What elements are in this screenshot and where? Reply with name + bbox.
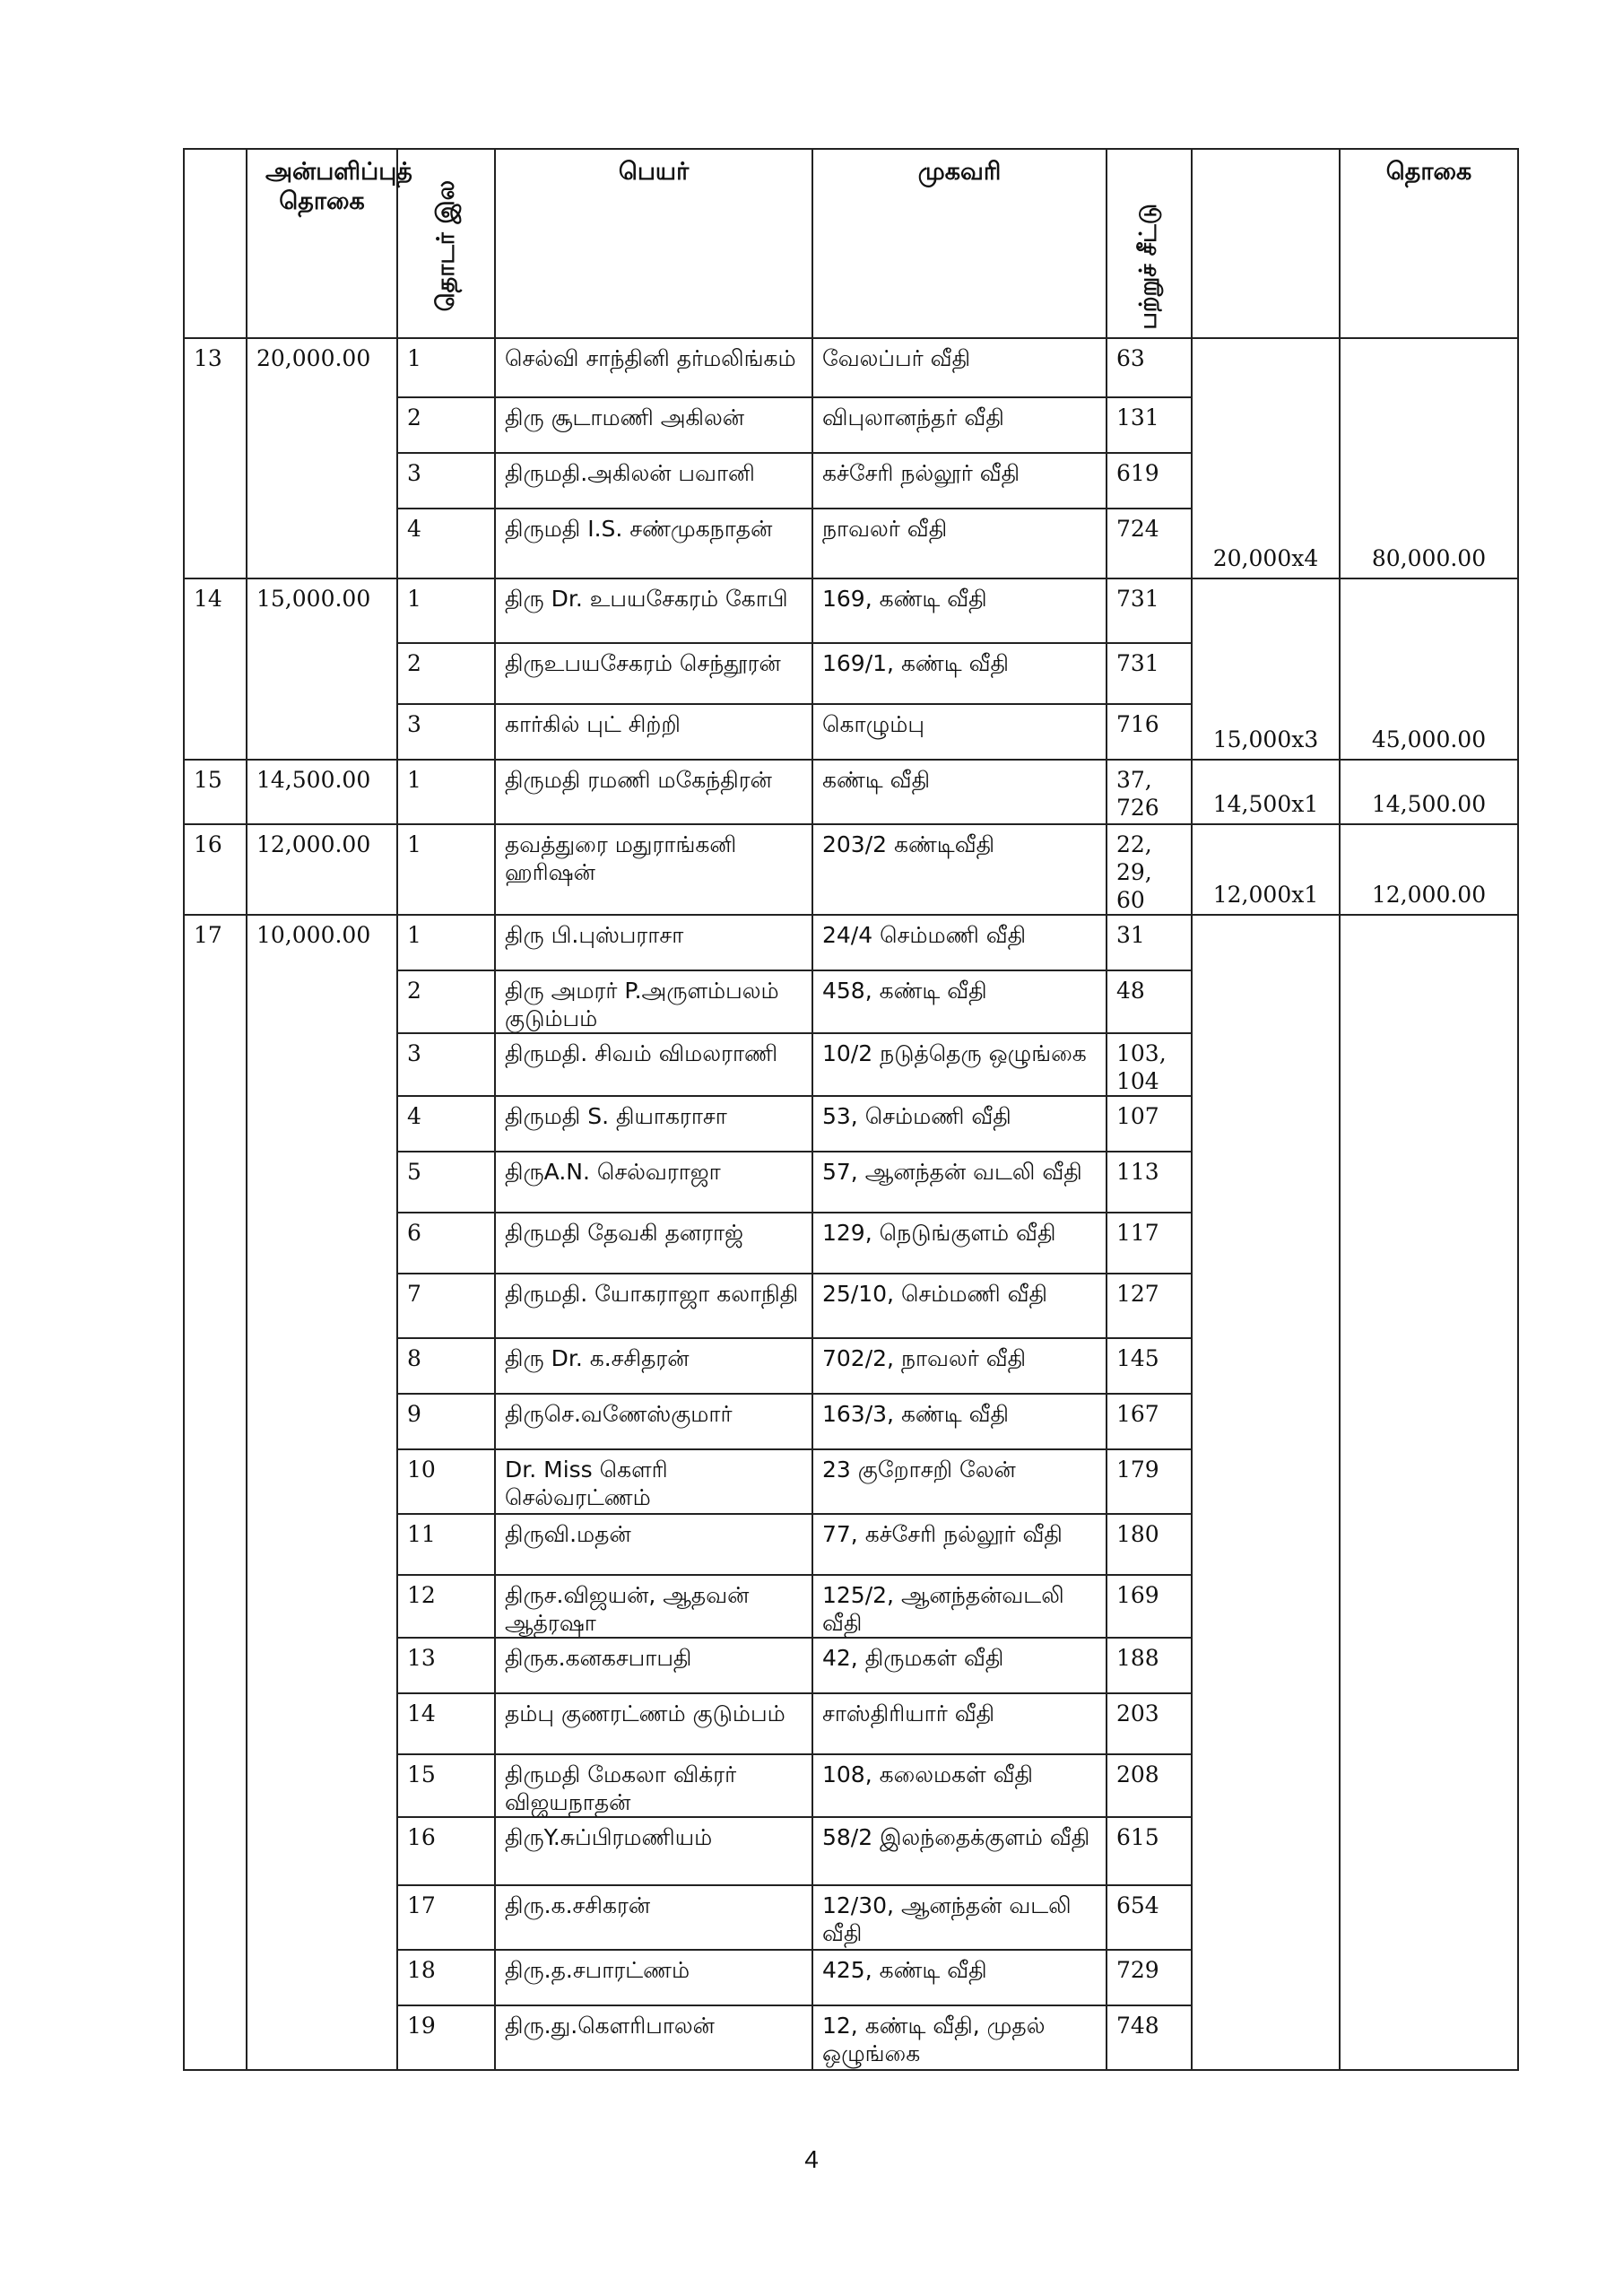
donor-name: தவத்துரை மதுராங்கனி ஹரிஷன் [495,824,812,915]
donor-address: 108, கலைமகள் வீதி [812,1754,1107,1817]
serial-number: 9 [397,1394,495,1449]
serial-number: 18 [397,1950,495,2005]
calculation: 20,000x4 [1192,338,1340,578]
table-body [184,338,1518,2070]
donor-name: திரு பி.புஸ்பராசா [495,915,812,970]
donor-address: வேலப்பர் வீதி [812,338,1107,397]
receipt-number: 729 [1107,1950,1192,2005]
donor-address: 163/3, கண்டி வீதி [812,1394,1107,1449]
group-total: 45,000.00 [1340,578,1518,760]
donor-name: திரு அமரர் P.அருளம்பலம் குடும்பம் [495,970,812,1033]
donor-name: திரு Dr. உபயசேகரம் கோபி [495,578,812,643]
receipt-number: 179 [1107,1449,1192,1514]
donor-address: 77, கச்சேரி நல்லூர் வீதி [812,1514,1107,1575]
receipt-number: 48 [1107,970,1192,1033]
donor-name: கார்கில் புட் சிற்றி [495,704,812,760]
table-row [184,338,1518,397]
donor-address: 58/2 இலந்தைக்குளம் வீதி [812,1817,1107,1885]
header-total: தொகை [1340,149,1518,338]
page-number: 4 [804,2145,819,2173]
donor-address: 425, கண்டி வீதி [812,1950,1107,2005]
group-total [1340,915,1518,2070]
donor-address: கண்டி வீதி [812,760,1107,824]
header-calc [1192,149,1340,338]
donor-name: திரு.க.சசிகரன் [495,1885,812,1950]
donor-name: திருமதி. யோகராஜா கலாநிதி [495,1274,812,1338]
donation-amount: 14,500.00 [247,760,397,824]
donor-name: திருசெ.வணேஸ்குமார் [495,1394,812,1449]
serial-number: 16 [397,1817,495,1885]
serial-number: 3 [397,704,495,760]
table-header-row [184,149,1518,338]
serial-number: 14 [397,1693,495,1754]
serial-number: 1 [397,578,495,643]
serial-number: 4 [397,509,495,578]
header-group-no [184,149,247,338]
donor-name: திருமதி S. தியாகராசா [495,1096,812,1152]
serial-number: 8 [397,1338,495,1394]
donor-address: 24/4 செம்மணி வீதி [812,915,1107,970]
receipt-number: 203 [1107,1693,1192,1754]
donor-address: 129, நெடுங்குளம் வீதி [812,1213,1107,1274]
donor-name: திரு.து.கௌரிபாலன் [495,2005,812,2070]
donor-name: திரு.த.சபாரட்ணம் [495,1950,812,2005]
donor-name: திருமதி.அகிலன் பவானி [495,453,812,509]
serial-number: 1 [397,824,495,915]
donor-name: திருமதி I.S. சண்முகநாதன் [495,509,812,578]
serial-number: 7 [397,1274,495,1338]
group-total: 14,500.00 [1340,760,1518,824]
donor-address: 25/10, செம்மணி வீதி [812,1274,1107,1338]
calculation: 12,000x1 [1192,824,1340,915]
receipt-number: 724 [1107,509,1192,578]
receipt-number: 22, 29, 60 [1107,824,1192,915]
serial-number: 2 [397,970,495,1033]
donor-name: திருமதி. சிவம் விமலராணி [495,1033,812,1096]
header-address: முகவரி [812,149,1107,338]
table-row [184,824,1518,915]
donor-name: திரு Dr. க.சசிதரன் [495,1338,812,1394]
donor-name: திரு சூடாமணி அகிலன் [495,397,812,453]
serial-number: 15 [397,1754,495,1817]
receipt-number: 37, 726 [1107,760,1192,824]
donor-name: திருச.விஜயன், ஆதவன் ஆத்ரஷா [495,1575,812,1638]
calculation [1192,915,1340,2070]
header-name: பெயர் [495,149,812,338]
donor-address: 53, செம்மணி வீதி [812,1096,1107,1152]
serial-number: 5 [397,1152,495,1213]
table-row [184,578,1518,643]
receipt-number: 619 [1107,453,1192,509]
serial-number: 10 [397,1449,495,1514]
serial-number: 2 [397,643,495,704]
group-total: 12,000.00 [1340,824,1518,915]
receipt-number: 145 [1107,1338,1192,1394]
serial-number: 6 [397,1213,495,1274]
donor-name: திருவி.மதன் [495,1514,812,1575]
table-row [184,760,1518,824]
group-number: 16 [184,824,247,915]
donor-address: 10/2 நடுத்தெரு ஒழுங்கை [812,1033,1107,1096]
donor-address: 57, ஆனந்தன் வடலி வீதி [812,1152,1107,1213]
table-row [184,915,1518,970]
donor-name: திருக.கனகசபாபதி [495,1638,812,1693]
group-number: 13 [184,338,247,578]
receipt-number: 731 [1107,643,1192,704]
donor-address: 125/2, ஆனந்தன்வடலி வீதி [812,1575,1107,1638]
donor-address: விபுலானந்தர் வீதி [812,397,1107,453]
serial-number: 1 [397,915,495,970]
header-donation-amount: அன்பளிப்புத் தொகை [247,149,397,338]
donor-name: திருமதி ரமணி மகேந்திரன் [495,760,812,824]
receipt-number: 131 [1107,397,1192,453]
receipt-number: 654 [1107,1885,1192,1950]
donor-name: Dr. Miss கௌரி செல்வரட்ணம் [495,1449,812,1514]
calculation: 15,000x3 [1192,578,1340,760]
donor-address: நாவலர் வீதி [812,509,1107,578]
receipt-number: 208 [1107,1754,1192,1817]
receipt-number: 127 [1107,1274,1192,1338]
header-serial-no: தொடர் இல [397,149,495,338]
donor-address: 42, திருமகள் வீதி [812,1638,1107,1693]
group-total: 80,000.00 [1340,338,1518,578]
receipt-number: 103, 104 [1107,1033,1192,1096]
calculation: 14,500x1 [1192,760,1340,824]
donor-address: கொழும்பு [812,704,1107,760]
donor-address: 12, கண்டி வீதி, முதல் ஒழுங்கை [812,2005,1107,2070]
donations-table [183,148,1519,2071]
serial-number: 19 [397,2005,495,2070]
serial-number: 1 [397,760,495,824]
donation-amount: 12,000.00 [247,824,397,915]
donor-address: 169/1, கண்டி வீதி [812,643,1107,704]
donor-address: 458, கண்டி வீதி [812,970,1107,1033]
serial-number: 3 [397,1033,495,1096]
donor-address: சாஸ்திரியார் வீதி [812,1693,1107,1754]
serial-number: 11 [397,1514,495,1575]
header-receipt: பற்றுச் சீட்டு [1107,149,1192,338]
serial-number: 17 [397,1885,495,1950]
donor-name: திருமதி மேகலா விக்ரர் விஜயநாதன் [495,1754,812,1817]
group-number: 14 [184,578,247,760]
receipt-number: 113 [1107,1152,1192,1213]
serial-number: 4 [397,1096,495,1152]
receipt-number: 615 [1107,1817,1192,1885]
group-number: 15 [184,760,247,824]
receipt-number: 169 [1107,1575,1192,1638]
receipt-number: 117 [1107,1213,1192,1274]
serial-number: 1 [397,338,495,397]
receipt-number: 716 [1107,704,1192,760]
donor-address: 169, கண்டி வீதி [812,578,1107,643]
donor-name: தம்பு குணரட்ணம் குடும்பம் [495,1693,812,1754]
serial-number: 12 [397,1575,495,1638]
donor-name: திருஉபயசேகரம் செந்தூரன் [495,643,812,704]
donor-address: 203/2 கண்டிவீதி [812,824,1107,915]
serial-number: 2 [397,397,495,453]
donor-address: 702/2, நாவலர் வீதி [812,1338,1107,1394]
donor-address: 12/30, ஆனந்தன் வடலி வீதி [812,1885,1107,1950]
receipt-number: 31 [1107,915,1192,970]
group-number: 17 [184,915,247,2070]
donor-address: கச்சேரி நல்லூர் வீதி [812,453,1107,509]
receipt-number: 63 [1107,338,1192,397]
receipt-number: 731 [1107,578,1192,643]
donation-amount: 10,000.00 [247,915,397,2070]
donor-address: 23 குறோசறி லேன் [812,1449,1107,1514]
donor-name: திருY.சுப்பிரமணியம் [495,1817,812,1885]
serial-number: 13 [397,1638,495,1693]
donation-amount: 20,000.00 [247,338,397,578]
serial-number: 3 [397,453,495,509]
receipt-number: 748 [1107,2005,1192,2070]
donation-amount: 15,000.00 [247,578,397,760]
receipt-number: 107 [1107,1096,1192,1152]
donor-name: திருமதி தேவகி தனராஜ் [495,1213,812,1274]
receipt-number: 188 [1107,1638,1192,1693]
donor-name: செல்வி சாந்தினி தர்மலிங்கம் [495,338,812,397]
receipt-number: 180 [1107,1514,1192,1575]
receipt-number: 167 [1107,1394,1192,1449]
donor-name: திருA.N. செல்வராஜா [495,1152,812,1213]
